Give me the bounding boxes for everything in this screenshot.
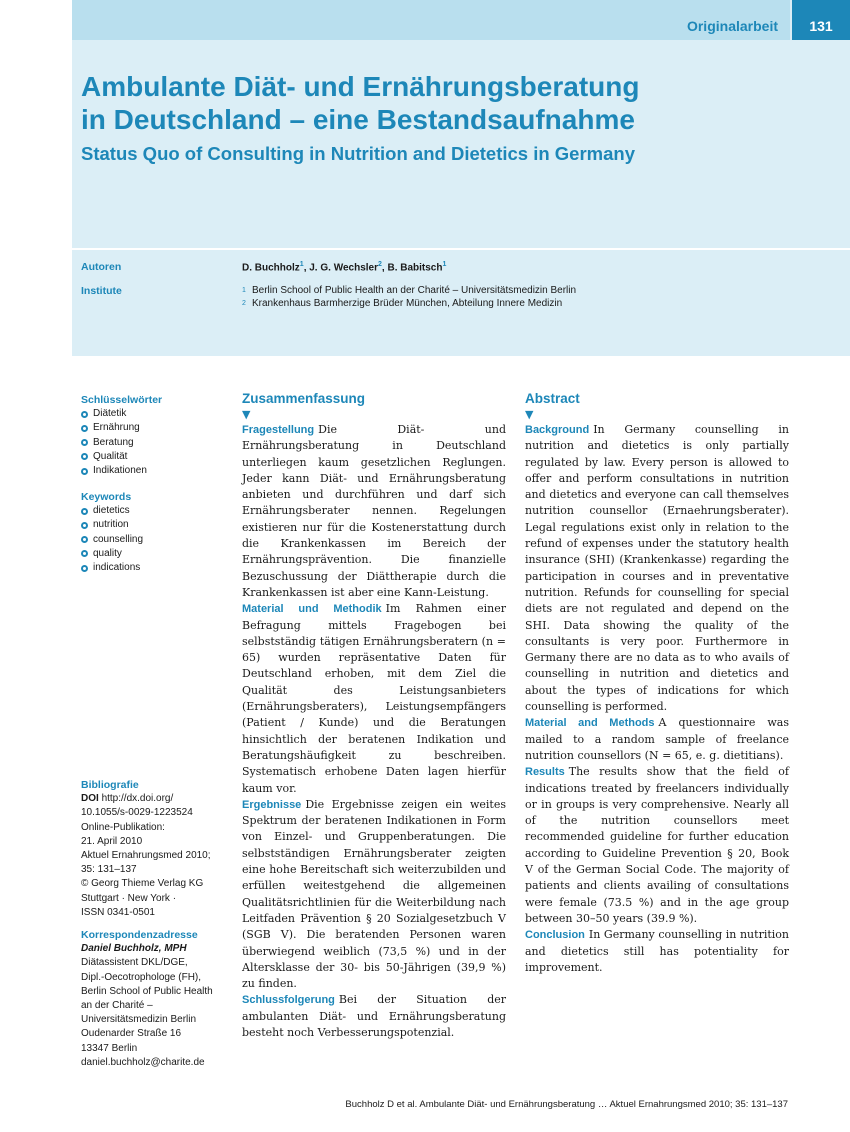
address-line: Universitätsmedizin Berlin bbox=[81, 1014, 197, 1026]
keyword-item bbox=[81, 450, 231, 464]
institute-number: 1 bbox=[242, 287, 246, 294]
title-line-1: Ambulante Diät- und Ernährungsberatung bbox=[81, 71, 640, 102]
abstract-german bbox=[242, 390, 506, 1041]
section-heading: Material and Methods bbox=[525, 717, 655, 730]
section-text: Bei der Situation der ambulanten Diät- und Ernährungsberatung besteht noch Verbesserungspotenzial. bbox=[242, 993, 506, 1039]
author-list bbox=[242, 261, 446, 273]
bullet-icon bbox=[81, 453, 88, 460]
keyword-text: quality bbox=[93, 547, 122, 559]
bibliography-heading: Bibliografie bbox=[81, 779, 139, 791]
address-line: an der Charité – bbox=[81, 1000, 153, 1012]
institute-list bbox=[242, 285, 576, 310]
correspondence-block bbox=[81, 928, 231, 1070]
triangle-down-icon: ▼ bbox=[242, 408, 251, 421]
keyword-text: Indikationen bbox=[93, 465, 147, 477]
section-text: The results show that the field of indications treated by freelancers individually or in groups is very comprehensive. Nearly all of the nutrition counsellors meet recommended guideline for further education according to Guideline Prevention § 20, Book V of the German Social Code. The majority of patients and clients availing of consultations were female (73.5 %) and in the age group between 30–50 years (39.9 %). bbox=[525, 765, 789, 925]
top-strip bbox=[72, 0, 790, 40]
address-line: Oudenarder Straße 16 bbox=[81, 1028, 182, 1040]
keyword-text: Qualität bbox=[93, 450, 128, 462]
keyword-item bbox=[81, 504, 231, 518]
institute-item bbox=[242, 285, 576, 298]
institute-name: Krankenhaus Barmherzige Brüder München, Abteilung Innere Medizin bbox=[252, 297, 563, 309]
abstract-en-section bbox=[525, 927, 789, 976]
bibliography-line: Stuttgart · New York · bbox=[81, 892, 177, 904]
correspondence-name: Daniel Buchholz, MPH bbox=[81, 943, 187, 955]
correspondence-heading: Korrespondenzadresse bbox=[81, 929, 198, 941]
keyword-text: indications bbox=[93, 562, 141, 574]
author: B. Babitsch bbox=[387, 262, 443, 274]
keyword-item bbox=[81, 464, 231, 478]
abstract-english bbox=[525, 390, 789, 976]
bibliography-block bbox=[81, 778, 231, 920]
bullet-icon bbox=[81, 425, 88, 432]
bullet-icon bbox=[81, 411, 88, 418]
keyword-text: counselling bbox=[93, 533, 144, 545]
triangle-down-icon: ▼ bbox=[525, 408, 534, 421]
authors-label: Autoren bbox=[81, 261, 122, 273]
keyword-item bbox=[81, 547, 231, 561]
section-heading: Conclusion bbox=[525, 929, 585, 942]
section-heading: Fragestellung bbox=[242, 424, 315, 436]
doi-label: DOI bbox=[81, 793, 99, 805]
keyword-text: dietetics bbox=[93, 505, 130, 517]
bullet-icon bbox=[81, 468, 88, 475]
institute-number: 2 bbox=[242, 299, 246, 307]
section-text: Die Ergebnisse zeigen ein weites Spektrum der beratenen Indikationen in Form von Einzel- und Gruppenberatungen. Die selbstständigen Ernährungsberater zeigten eine hohe Bereitschaft sich weiterzubilden und erfüllen weitestgehend die allgemeinen Qualitätsrichtlinien für die Weiterbildung nach Leitfaden Prävention § 20 Sozialgesetzbuch V (SGB V). Die beratenden Personen waren überwiegend weiblich (73,5 %) und in der Altersklasse der 30- bis 50-Jährigen (39,9 %) zu finden. bbox=[242, 797, 506, 991]
bibliography-line: Online-Publikation: bbox=[81, 821, 165, 833]
author-affiliation: 1 bbox=[299, 261, 304, 268]
keyword-item bbox=[81, 407, 231, 421]
keyword-item bbox=[81, 561, 231, 575]
author-separator: , bbox=[303, 262, 310, 274]
keywords-de-heading: Schlüsselwörter bbox=[81, 394, 163, 406]
abstract-de-section bbox=[242, 992, 506, 1041]
abstract-de-section bbox=[242, 601, 506, 797]
section-heading: Background bbox=[525, 424, 590, 436]
address-line: 13347 Berlin bbox=[81, 1042, 138, 1054]
section-heading: Ergebnisse bbox=[242, 798, 302, 811]
abstract-de-title: Zusammenfassung bbox=[242, 391, 366, 406]
keyword-text: Ernährung bbox=[93, 422, 140, 434]
keywords-en-heading: Keywords bbox=[81, 491, 132, 503]
keyword-text: nutrition bbox=[93, 519, 129, 531]
author-affiliation: 1 bbox=[442, 261, 447, 268]
address-line: Diätassistent DKL/DGE, bbox=[81, 957, 188, 969]
footer-citation: Buchholz D et al. Ambulante Diät- und Ernährungsberatung … Aktuel Ernahrungsmed 2010; 35: 131–137 bbox=[345, 1099, 788, 1110]
page-number: 131 bbox=[792, 0, 850, 40]
section-text: Im Rahmen einer Befragung mittels Fragebogen bei selbstständig tätigen Ernährungsberatern (n = 65) wurden repräsentative Daten für Deutschland erhoben, mit dem Ziel die Qualität des Leistungsanbieters (Ernährungsberaters), Leistungsempfängers (Patient / Kunde) und die Beratungen hinsichtlich der beratenen Indikation und Beratungshäufigkeit zu beschreiben. Systematisch erhobene Daten lagen hierfür kaum vor. bbox=[242, 602, 506, 795]
keyword-text: Diätetik bbox=[93, 408, 127, 420]
keyword-item bbox=[81, 436, 231, 450]
section-label: Originalarbeit bbox=[686, 18, 778, 34]
bullet-icon bbox=[81, 508, 88, 515]
section-text: In Germany counselling in nutrition and dietetics is only partially regulated by law. Every person is allowed to offer and perform consultations in nutrition and dietetics and everyone can call themselves nutrition counsellor (Ernaehrungsberater). Legal regulations exist only in relation to the refund of expenses under the statutory health insurance (SHI) (Krankenkasse) regarding the participation in courses and in preventative nutrition. Refunds for counselling for special diets are not regulated and depend on the SHI. Data showing the quality of the consultants is very poor. Furthermore in Germany there are no data as to who avails of counselling in nutrition and dietetics and about the types of indications for which counselling is performed. bbox=[525, 423, 789, 714]
author-affiliation: 2 bbox=[378, 261, 382, 268]
institute-name: Berlin School of Public Health an der Charité – Universitätsmedizin Berlin bbox=[252, 285, 577, 296]
article-title-german bbox=[81, 70, 781, 136]
bullet-icon bbox=[81, 550, 88, 557]
abstract-en-title: Abstract bbox=[525, 391, 580, 406]
author-separator: , bbox=[381, 262, 388, 274]
abstract-en-section bbox=[525, 422, 789, 715]
bullet-icon bbox=[81, 536, 88, 543]
section-text: In Germany counselling in nutrition and dietetics still has potentiality for improvement. bbox=[525, 928, 789, 974]
email-link[interactable]: daniel.buchholz@charite.de bbox=[81, 1056, 205, 1068]
keyword-item bbox=[81, 421, 231, 435]
bullet-icon bbox=[81, 522, 88, 529]
header-divider bbox=[72, 248, 850, 250]
address-line: Dipl.-Oecotrophologe (FH), bbox=[81, 971, 202, 983]
doi-line bbox=[81, 792, 231, 806]
article-title-english: Status Quo of Consulting in Nutrition and Dietetics in Germany bbox=[81, 143, 635, 164]
keyword-item bbox=[81, 533, 231, 547]
section-text: A questionnaire was mailed to a random sample of freelance nutrition counsellors (N = 65, e. g. dietitians). bbox=[525, 716, 789, 762]
bibliography-line: 21. April 2010 bbox=[81, 835, 143, 847]
author: D. Buchholz bbox=[242, 262, 300, 274]
section-heading: Schlussfolgerung bbox=[242, 994, 335, 1007]
keywords-english bbox=[81, 490, 231, 575]
bibliography-line: ISSN 0341-0501 bbox=[81, 906, 155, 918]
author: J. G. Wechsler bbox=[309, 262, 378, 274]
abstract-de-section bbox=[242, 422, 506, 601]
institute-item bbox=[242, 298, 576, 311]
abstract-de-section bbox=[242, 797, 506, 993]
keywords-german bbox=[81, 393, 231, 478]
keyword-item bbox=[81, 518, 231, 532]
doi-value[interactable]: 10.1055/s-0029-1223524 bbox=[81, 807, 193, 819]
bullet-icon bbox=[81, 439, 88, 446]
bibliography-line: © Georg Thieme Verlag KG bbox=[81, 878, 204, 890]
bibliography-line: 35: 131–137 bbox=[81, 864, 137, 876]
title-line-2: in Deutschland – eine Bestandsaufnahme bbox=[81, 104, 635, 135]
keyword-text: Beratung bbox=[93, 436, 134, 448]
institutes-label: Institute bbox=[81, 285, 122, 297]
abstract-en-section bbox=[525, 715, 789, 764]
address-line: Berlin School of Public Health bbox=[81, 985, 213, 997]
doi-link[interactable]: http://dx.doi.org/ bbox=[101, 793, 174, 805]
section-heading: Material und Methodik bbox=[242, 603, 382, 616]
section-text: Die Diät- und Ernährungsberatung in Deutschland unterliegen kaum gesetzlichen Reglungen. Jeder kann Diät- und Ernährungsberatung anbieten und durchführen und darf sich Ernährungsberater nennen. Regelungen existieren nur für die Kostenerstattung durch die Krankenkassen im Bereich der Ernährungsprävention. Die finanzielle Bezuschussung der Diättherapie durch die Krankenkassen ist aber eine Kann-Leistung. bbox=[242, 423, 506, 599]
abstract-en-section bbox=[525, 764, 789, 927]
bibliography-line: Aktuel Ernahrungsmed 2010; bbox=[81, 850, 211, 862]
section-heading: Results bbox=[525, 766, 565, 779]
bullet-icon bbox=[81, 565, 88, 572]
